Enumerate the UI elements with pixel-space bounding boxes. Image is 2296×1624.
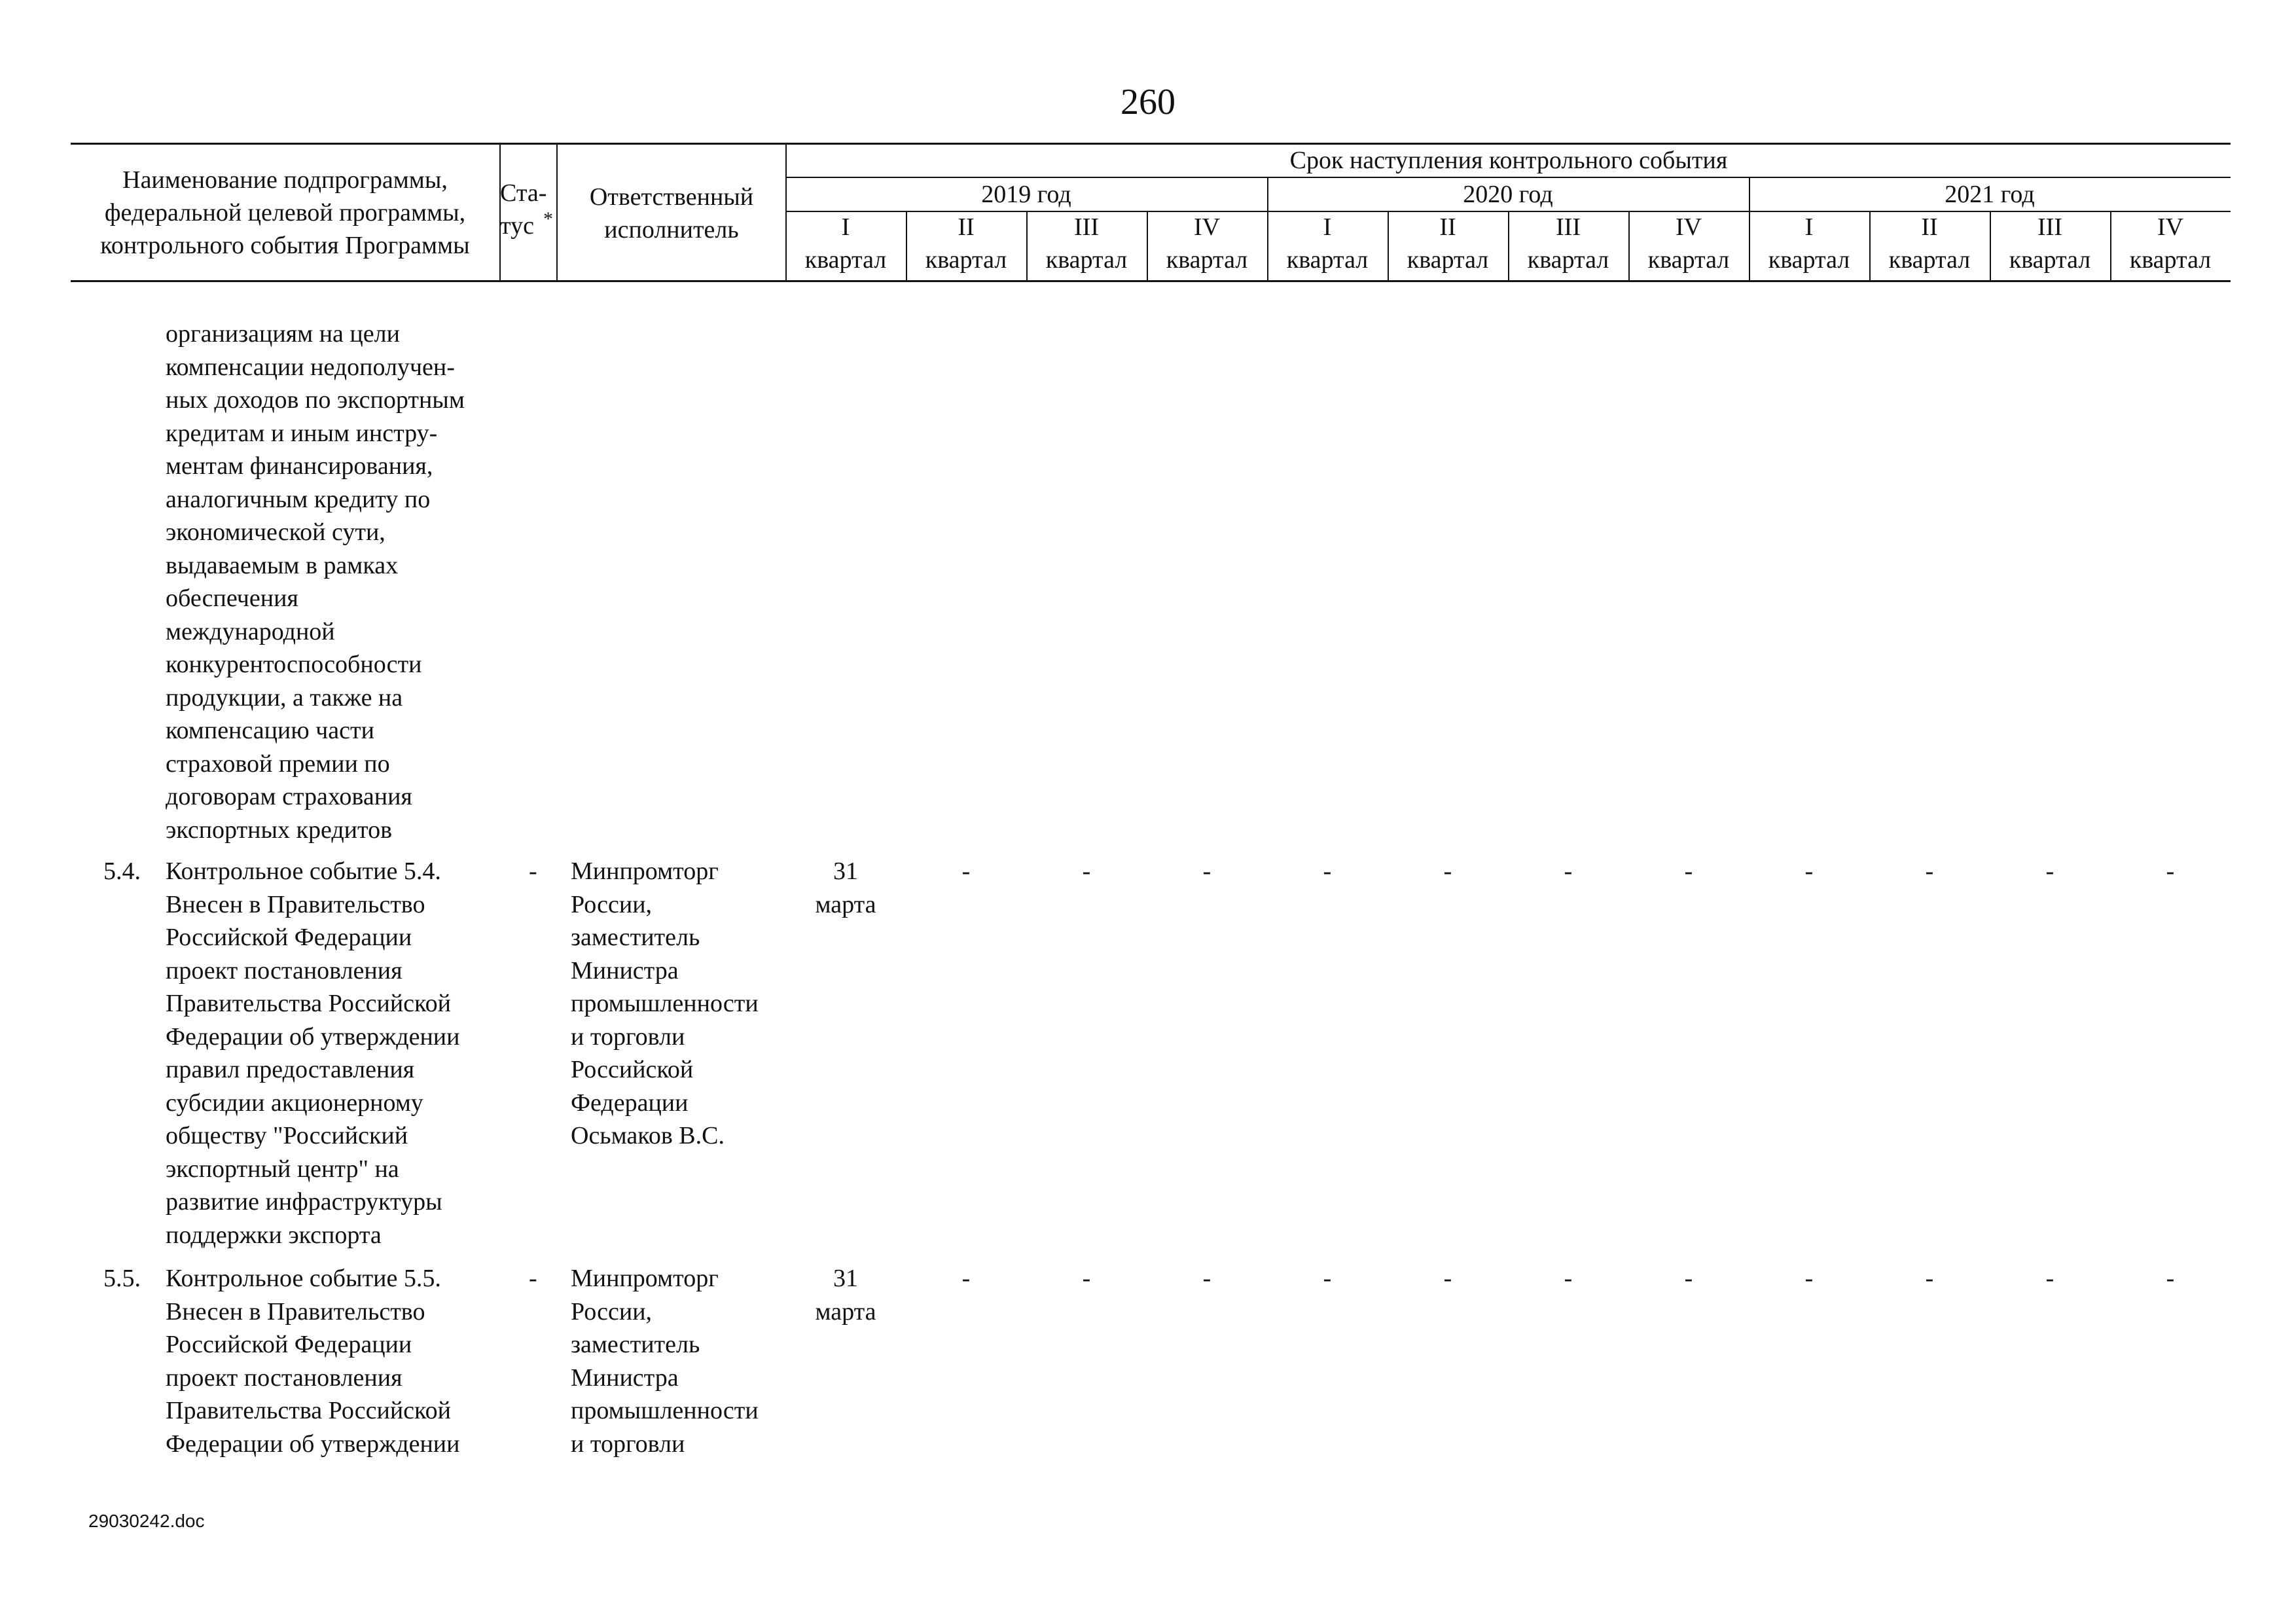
header-quarter [1026, 211, 1147, 276]
row-executor-line: Министра [571, 956, 679, 984]
continuation-line: кредитам и иным инстру- [166, 419, 438, 447]
quarter-word: квартал [925, 246, 1007, 274]
row-number: 5.4. [103, 857, 141, 885]
quarter-word: квартал [1527, 246, 1609, 274]
row-quarter-cell: - [961, 1265, 971, 1292]
header-quarter [1869, 211, 1990, 276]
row-name [166, 1262, 459, 1460]
row-status: - [529, 857, 537, 885]
row-name-line: правил предоставления [166, 1056, 415, 1083]
quarter-word: квартал [2129, 246, 2212, 274]
quarter-word: квартал [1888, 246, 1971, 274]
row-name-line: Федерации об утверждении [166, 1022, 460, 1051]
row-quarter-cell: - [2045, 857, 2054, 885]
header-bottom-rule [71, 280, 2231, 282]
row-name-line: Российской Федерации [166, 1331, 412, 1358]
row-quarter-cell: - [1443, 1265, 1452, 1292]
continuation-line: компенсацию части [166, 717, 374, 744]
header-quarter [785, 211, 906, 276]
continuation-line: страховой премии по [166, 749, 390, 778]
row-executor-line: Министра [571, 1363, 679, 1392]
row-executor-line: заместитель [571, 1331, 700, 1358]
row-name-line: проект постановления [166, 956, 403, 984]
continuation-text [166, 317, 465, 846]
header-name-line: федеральной целевой программы, [104, 199, 466, 226]
continuation-line: ментам финансирования, [166, 452, 433, 480]
header-year: 2020 год [1463, 181, 1553, 208]
row-executor-line: и торговли [571, 1022, 685, 1051]
row-name-line: Правительства Российской [166, 990, 451, 1017]
row-executor-line: Осьмаков В.С. [571, 1122, 725, 1149]
continuation-line: договорам страхования [166, 783, 412, 810]
continuation-line: выдаваемым в рамках [166, 551, 399, 579]
quarter-word: квартал [804, 246, 887, 274]
row-quarter-cell: - [1082, 1265, 1091, 1292]
quarter-word: квартал [1768, 246, 1850, 274]
header-name-line: Наименование подпрограммы, [122, 166, 448, 194]
continuation-line: конкурентоспособности [166, 651, 422, 678]
row-deadline-cell [785, 855, 906, 921]
header-name-line: контрольного события Программы [100, 232, 470, 259]
header-executor-line: исполнитель [604, 216, 739, 244]
quarter-numeral: II [1439, 213, 1456, 241]
header-quarter [906, 211, 1026, 276]
row-number: 5.5. [103, 1265, 141, 1292]
header-quarter [1749, 211, 1869, 276]
row-name-line: экспортный центр" на [166, 1155, 399, 1183]
quarter-word: квартал [1045, 246, 1128, 274]
quarter-numeral: IV [2157, 213, 2184, 241]
row-quarter-cell: - [1925, 1265, 1934, 1292]
row-name-line: поддержки экспорта [166, 1221, 382, 1249]
row-name-line: проект постановления [166, 1363, 403, 1392]
quarter-word: квартал [1647, 246, 1730, 274]
row-name-line: субсидии акционерному [166, 1089, 423, 1117]
row-name-line: обществу "Российский [166, 1122, 408, 1149]
continuation-line: продукции, а также на [166, 683, 403, 712]
row-quarter-cell: - [1564, 857, 1573, 885]
header-year: 2021 год [1945, 181, 2035, 208]
quarter-word: квартал [1166, 246, 1248, 274]
row-name-line: Правительства Российской [166, 1397, 451, 1424]
row-quarter-cell: - [1323, 1265, 1332, 1292]
quarter-numeral: III [1074, 213, 1099, 241]
row-quarter-cell: - [1202, 857, 1211, 885]
quarter-word: квартал [1286, 246, 1369, 274]
footer-filename: 29030242.doc [88, 1511, 205, 1531]
row-executor [571, 1262, 759, 1460]
row-quarter-cell: - [2166, 1265, 2175, 1292]
row-executor-line: заместитель [571, 924, 700, 951]
row-name [166, 855, 459, 1252]
quarter-numeral: I [841, 213, 850, 241]
row-executor-line: Минпромторг [571, 1265, 719, 1292]
header-quarter [1508, 211, 1628, 276]
header-quarter [1990, 211, 2110, 276]
header-quarter [1147, 211, 1267, 276]
continuation-line: обеспечения [166, 585, 298, 612]
row-quarter-cell: - [1202, 1265, 1211, 1292]
continuation-line: экспортных кредитов [166, 816, 393, 844]
row-executor-line: промышленности [571, 1397, 759, 1424]
row-quarter-cell: - [1684, 857, 1693, 885]
row-executor-line: и торговли [571, 1430, 685, 1458]
row-quarter-cell: - [961, 857, 971, 885]
row-executor-line: промышленности [571, 990, 759, 1017]
quarter-numeral: IV [1675, 213, 1702, 241]
quarter-numeral: II [1921, 213, 1938, 241]
row-quarter-cell: - [1082, 857, 1091, 885]
quarter-numeral: III [1556, 213, 1581, 241]
row-quarter-cell: - [1323, 857, 1332, 885]
continuation-line: компенсации недополучен- [166, 353, 455, 381]
quarter-numeral: I [1804, 213, 1814, 241]
row-name-line: Контрольное событие 5.4. [166, 857, 441, 885]
row-name-line: Федерации об утверждении [166, 1430, 460, 1458]
quarter-numeral: IV [1193, 213, 1221, 241]
table-header [71, 143, 2231, 283]
quarter-numeral: II [958, 213, 975, 241]
row-deadline-cell [785, 1262, 906, 1328]
deadline-title: Срок наступления контрольного события [1289, 147, 1728, 174]
row-executor-line: Минпромторг [571, 857, 719, 885]
deadline-line: 31 [833, 1265, 858, 1292]
quarter-numeral: I [1323, 213, 1332, 241]
continuation-line: международной [166, 617, 335, 645]
header-quarter [2110, 211, 2231, 276]
row-executor [571, 855, 759, 1153]
deadline-line: марта [815, 1297, 876, 1326]
row-quarter-cell: - [1804, 857, 1814, 885]
row-name-line: Российской Федерации [166, 924, 412, 951]
page-number: 260 [1121, 82, 1175, 122]
row-executor-line: России, [571, 1297, 653, 1326]
row-name-line: развитие инфраструктуры [166, 1188, 442, 1216]
row-quarter-cell: - [2045, 1265, 2054, 1292]
header-executor-line: Ответственный [589, 183, 754, 211]
continuation-line: экономической сути, [166, 518, 386, 546]
continuation-line: ных доходов по экспортным [166, 386, 465, 414]
quarter-word: квартал [2009, 246, 2091, 274]
row-quarter-cell: - [1443, 857, 1452, 885]
continuation-line: аналогичным кредиту по [166, 485, 431, 513]
row-executor-line: Российской [571, 1056, 694, 1083]
row-name-line: Внесен в Правительство [166, 1297, 425, 1326]
deadline-line: марта [815, 890, 876, 918]
row-quarter-cell: - [2166, 857, 2175, 885]
status-asterisk: * [543, 208, 553, 230]
row-quarter-cell: - [1564, 1265, 1573, 1292]
header-quarter [1388, 211, 1508, 276]
row-name-line: Внесен в Правительство [166, 890, 425, 918]
quarter-numeral: III [2037, 213, 2062, 241]
row-executor-line: Федерации [571, 1089, 689, 1117]
row-executor-line: России, [571, 890, 653, 918]
row-name-line: Контрольное событие 5.5. [166, 1265, 441, 1292]
continuation-line: организациям на цели [166, 320, 400, 348]
header-year: 2019 год [981, 181, 1071, 208]
deadline-line: 31 [833, 857, 858, 885]
row-quarter-cell: - [1684, 1265, 1693, 1292]
header-status-line: тус [500, 212, 534, 240]
quarter-word: квартал [1407, 246, 1489, 274]
row-status: - [529, 1265, 537, 1292]
row-quarter-cell: - [1804, 1265, 1814, 1292]
header-quarter [1628, 211, 1749, 276]
header-quarter [1267, 211, 1388, 276]
row-quarter-cell: - [1925, 857, 1934, 885]
header-status-line: Ста- [500, 179, 547, 207]
